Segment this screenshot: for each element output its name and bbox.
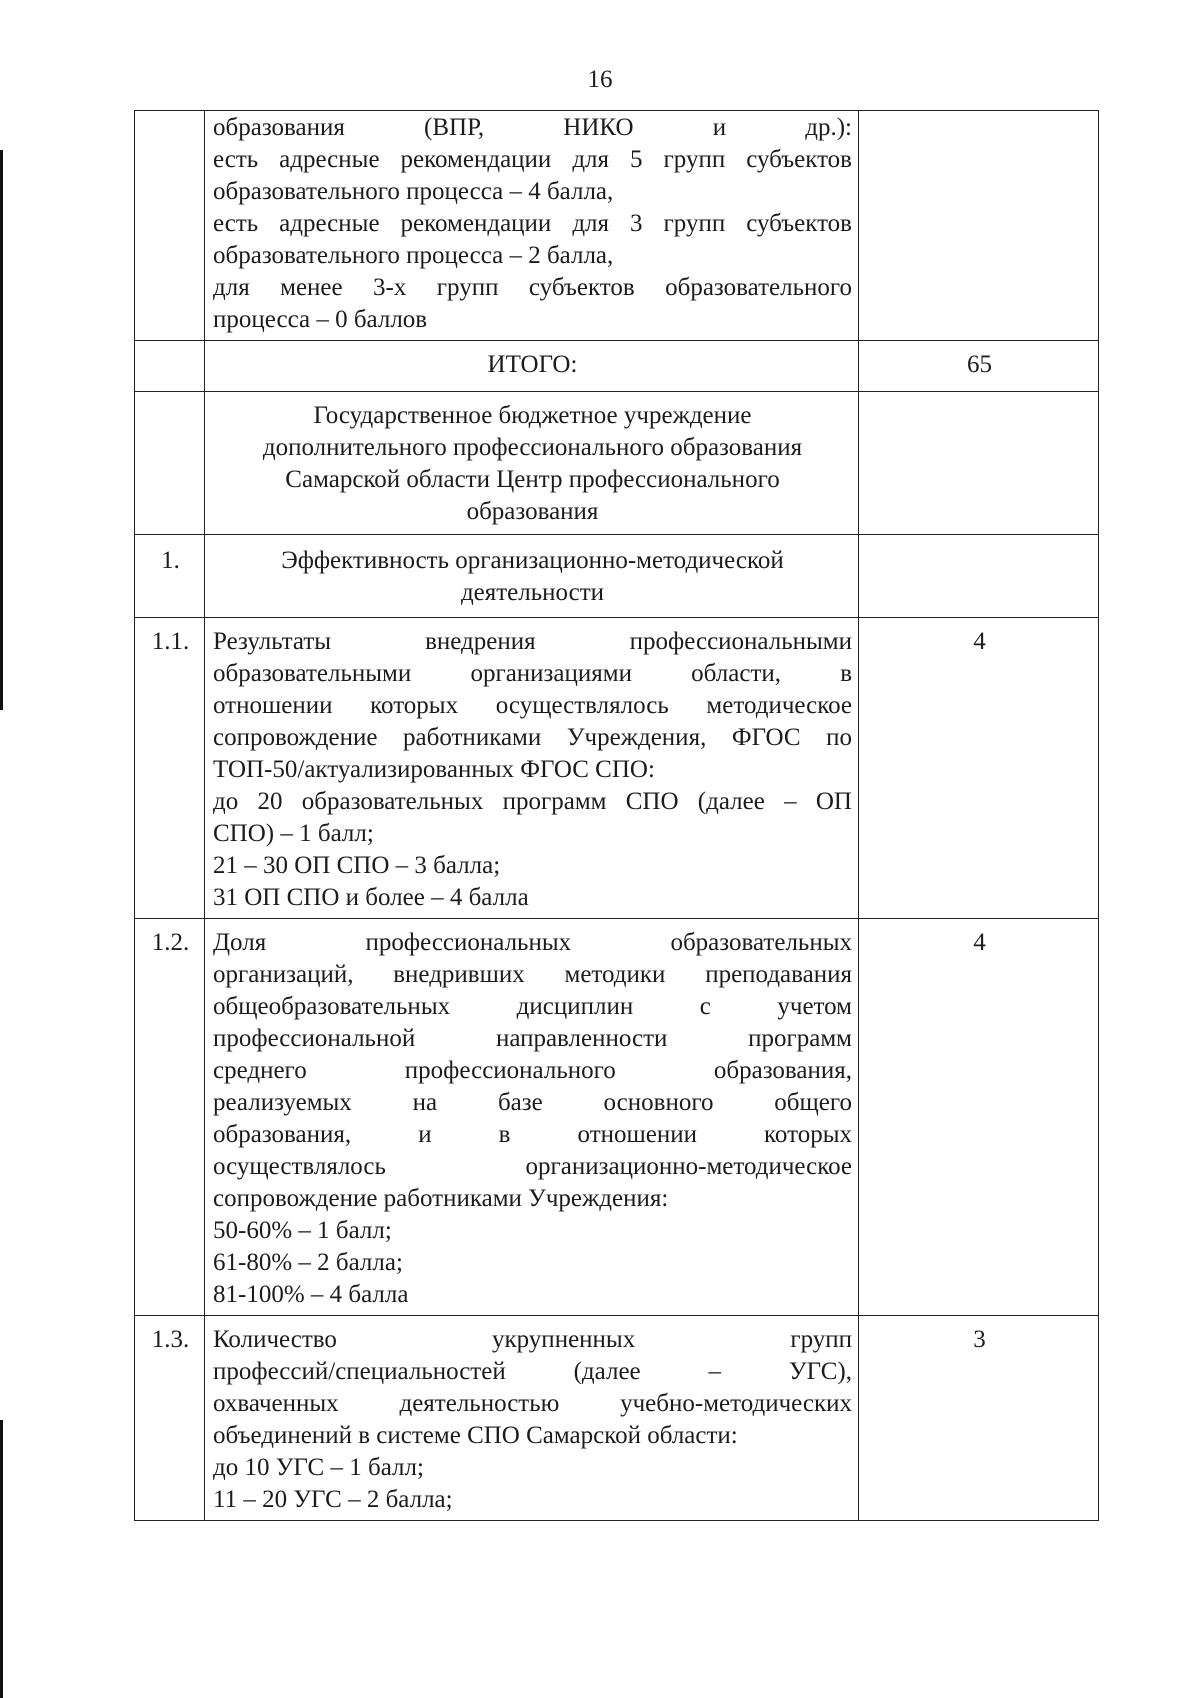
table-row bbox=[135, 919, 1099, 1316]
criterion-text bbox=[205, 618, 859, 919]
scan-edge-mark bbox=[0, 1420, 3, 1698]
page-number: 16 bbox=[587, 66, 613, 93]
text-line: 50-60% – 1 балл; bbox=[213, 1217, 392, 1244]
score-cell bbox=[859, 535, 1099, 618]
score-cell: 3 bbox=[859, 1316, 1099, 1521]
row-number: 1.1. bbox=[135, 618, 205, 919]
text-line: объединений в системе СПО Самарской области: bbox=[213, 1422, 738, 1449]
text-line: СПО) – 1 балл; bbox=[213, 820, 374, 847]
text-line: дополнительного профессионального образования bbox=[262, 434, 803, 461]
total-score: 65 bbox=[859, 341, 1099, 392]
row-number bbox=[135, 341, 205, 392]
text-line: охваченных деятельностью учебно-методических bbox=[213, 1390, 852, 1417]
text-line: процесса – 0 баллов bbox=[213, 306, 428, 333]
table-row bbox=[135, 1316, 1099, 1521]
text-line: 21 – 30 ОП СПО – 3 балла; bbox=[213, 852, 501, 879]
text-line: до 10 УГС – 1 балл; bbox=[213, 1454, 424, 1481]
text-line: сопровождение работниками Учреждения: bbox=[213, 1185, 669, 1212]
criterion-text bbox=[205, 919, 859, 1316]
table-row bbox=[135, 341, 1099, 392]
section-heading bbox=[205, 535, 859, 618]
row-number: 1.3. bbox=[135, 1316, 205, 1521]
text-line: для менее 3-х групп субъектов образовательного bbox=[213, 274, 852, 301]
text-line: 61-80% – 2 балла; bbox=[213, 1249, 403, 1276]
text-line: образовательного процесса – 4 балла, bbox=[213, 178, 614, 205]
text-line: Государственное бюджетное учреждение bbox=[313, 402, 752, 429]
table-row bbox=[135, 111, 1099, 341]
row-number bbox=[135, 111, 205, 341]
text-line: ТОП-50/актуализированных ФГОС СПО: bbox=[213, 756, 655, 783]
text-line: образования bbox=[466, 498, 599, 525]
table-row bbox=[135, 535, 1099, 618]
criterion-text bbox=[205, 111, 859, 341]
text-line: есть адресные рекомендации для 5 групп субъектов bbox=[213, 146, 852, 173]
text-line: Доля профессиональных образовательных bbox=[213, 929, 852, 956]
text-line: организаций, внедривших методики преподавания bbox=[213, 961, 852, 988]
score-cell bbox=[859, 111, 1099, 341]
text-line: среднего профессионального образования, bbox=[213, 1057, 852, 1084]
text-line: деятельности bbox=[460, 579, 605, 606]
institution-heading bbox=[205, 392, 859, 535]
text-line: 31 ОП СПО и более – 4 балла bbox=[213, 884, 529, 911]
text-line: 81-100% – 4 балла bbox=[213, 1281, 409, 1308]
text-line: Самарской области Центр профессионального bbox=[285, 466, 780, 493]
criterion-text bbox=[205, 1316, 859, 1521]
text-line: осуществлялось организационно-методическое bbox=[213, 1153, 852, 1180]
row-number bbox=[135, 392, 205, 535]
text-line: Результаты внедрения профессиональными bbox=[213, 628, 852, 655]
text-line: образования (ВПР, НИКО и др.): bbox=[213, 114, 852, 141]
text-line: Эффективность организационно-методической bbox=[281, 547, 784, 574]
table-row bbox=[135, 618, 1099, 919]
row-number: 1.2. bbox=[135, 919, 205, 1316]
text-line: общеобразовательных дисциплин с учетом bbox=[213, 993, 852, 1020]
text-line: отношении которых осуществлялось методическое bbox=[213, 692, 852, 719]
text-line: до 20 образовательных программ СПО (далее – ОП bbox=[213, 788, 852, 815]
row-number: 1. bbox=[135, 535, 205, 618]
scan-edge-mark bbox=[0, 150, 3, 710]
score-cell: 4 bbox=[859, 618, 1099, 919]
text-line: сопровождение работниками Учреждения, ФГОС по bbox=[213, 724, 852, 751]
text-line: реализуемых на базе основного общего bbox=[213, 1089, 852, 1116]
score-cell: 4 bbox=[859, 919, 1099, 1316]
total-label: ИТОГО: bbox=[205, 341, 859, 392]
text-line: 11 – 20 УГС – 2 балла; bbox=[213, 1486, 453, 1513]
table-row bbox=[135, 392, 1099, 535]
text-line: профессий/специальностей (далее – УГС), bbox=[213, 1358, 852, 1385]
text-line: есть адресные рекомендации для 3 групп субъектов bbox=[213, 210, 852, 237]
text-line: образовательными организациями области, в bbox=[213, 660, 852, 687]
score-cell bbox=[859, 392, 1099, 535]
text-line: образования, и в отношении которых bbox=[213, 1121, 852, 1148]
text-line: профессиональной направленности программ bbox=[213, 1025, 852, 1052]
text-line: Количество укрупненных групп bbox=[213, 1326, 852, 1353]
text-line: образовательного процесса – 2 балла, bbox=[213, 242, 614, 269]
criteria-table bbox=[134, 110, 1099, 1521]
